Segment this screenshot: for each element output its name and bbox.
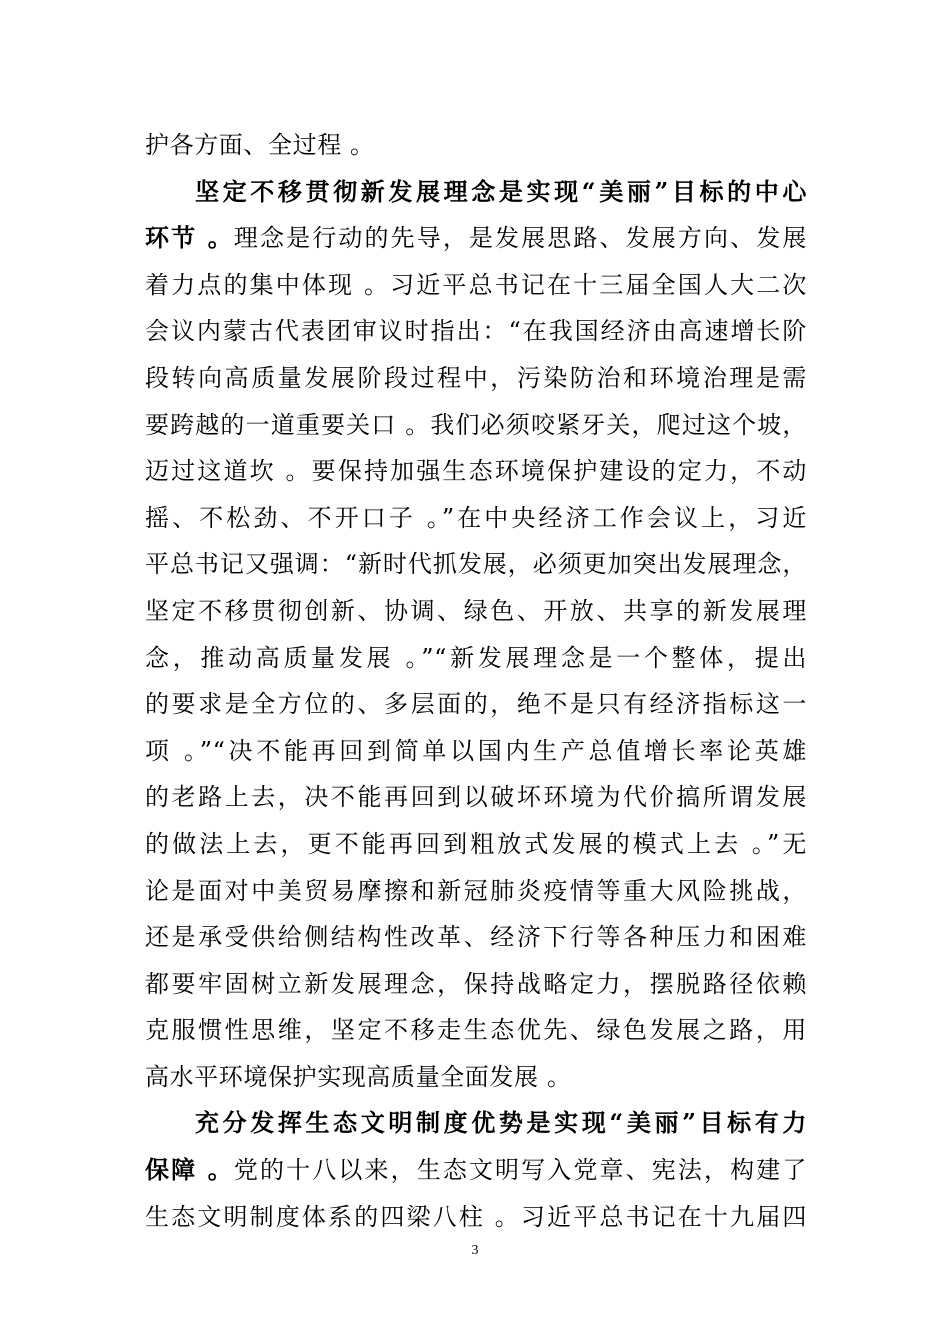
text-line — [145, 635, 807, 682]
text-line — [145, 169, 807, 216]
text-line — [145, 448, 807, 495]
paragraph-text: 党的十八以来，生态文明写入党章、宪法，构建了 — [233, 1156, 807, 1185]
page-number: 3 — [471, 1243, 479, 1258]
paragraph-text: 克服惯性思维，坚定不移走生态优先、绿色发展之路，用 — [145, 1016, 807, 1045]
paragraph-text: 生态文明制度体系的四梁八柱 。习近平总书记在十九届四 — [145, 1202, 807, 1231]
paragraph-text: 都要牢固树立新发展理念，保持战略定力，摆脱路径依赖 — [145, 969, 807, 998]
paragraph-text: 着力点的集中体现 。习近平总书记在十三届全国人大二次 — [145, 270, 807, 299]
text-line — [145, 1054, 807, 1101]
paragraph-text: 会议内蒙古代表团审议时指出：“在我国经济由高速增长阶 — [145, 317, 807, 346]
text-line — [145, 402, 807, 449]
paragraph-text: 的要求是全方位的、多层面的，绝不是只有经济指标这一 — [145, 690, 807, 719]
paragraph-text: 护各方面、全过程 。 — [145, 131, 375, 159]
text-line — [145, 821, 807, 868]
heading-text: 保障 。 — [145, 1155, 234, 1185]
text-line — [145, 1007, 807, 1054]
text-line — [145, 495, 807, 542]
heading-text: 充分发挥生态文明制度优势是实现“美丽”目标有力 — [195, 1108, 807, 1138]
paragraph-text: 段转向高质量发展阶段过程中，污染防治和环境治理是需 — [145, 363, 807, 392]
paragraph-text: 项 。”“决不能再回到简单以国内生产总值增长率论英雄 — [145, 736, 807, 765]
text-line — [145, 681, 807, 728]
heading-text: 坚定不移贯彻新发展理念是实现“美丽”目标的中心 — [195, 176, 807, 206]
text-line — [145, 541, 807, 588]
text-line — [145, 215, 807, 262]
paragraph-text: 理念是行动的先导，是发展思路、发展方向、发展 — [233, 224, 807, 253]
body-text — [145, 122, 807, 1240]
text-line — [145, 588, 807, 635]
text-line — [145, 262, 807, 309]
paragraph-text: 要跨越的一道重要关口 。我们必须咬紧牙关，爬过这个坡， — [145, 410, 807, 439]
text-line — [145, 914, 807, 961]
paragraph-text: 念，推动高质量发展 。”“新发展理念是一个整体，提出 — [145, 643, 807, 672]
paragraph-text: 坚定不移贯彻创新、协调、绿色、开放、共享的新发展理 — [145, 596, 807, 625]
text-line — [145, 961, 807, 1008]
paragraph-text: 平总书记又强调：“新时代抓发展，必须更加突出发展理念， — [145, 550, 807, 579]
paragraph-text: 高水平环境保护实现高质量全面发展 。 — [145, 1062, 572, 1091]
paragraph-text: 的老路上去，决不能再回到以破坏环境为代价搞所谓发展 — [145, 783, 807, 812]
paragraph-text: 论是面对中美贸易摩擦和新冠肺炎疫情等重大风险挑战， — [145, 876, 807, 905]
text-line — [145, 1147, 807, 1194]
heading-text: 环节 。 — [145, 223, 234, 253]
paragraph-text: 还是承受供给侧结构性改革、经济下行等各种压力和困难 — [145, 923, 807, 952]
text-line — [145, 774, 807, 821]
text-line — [145, 122, 807, 169]
text-line — [145, 868, 807, 915]
text-line — [145, 1194, 807, 1241]
paragraph-text: 迈过这道坎 。要保持加强生态环境保护建设的定力，不动 — [145, 457, 807, 486]
paragraph-text: 摇、不松劲、不开口子 。”在中央经济工作会议上，习近 — [145, 503, 807, 532]
text-line — [145, 1100, 807, 1147]
text-line — [145, 728, 807, 775]
paragraph-text: 的做法上去，更不能再回到粗放式发展的模式上去 。”无 — [145, 829, 807, 858]
text-line — [145, 308, 807, 355]
text-line — [145, 355, 807, 402]
